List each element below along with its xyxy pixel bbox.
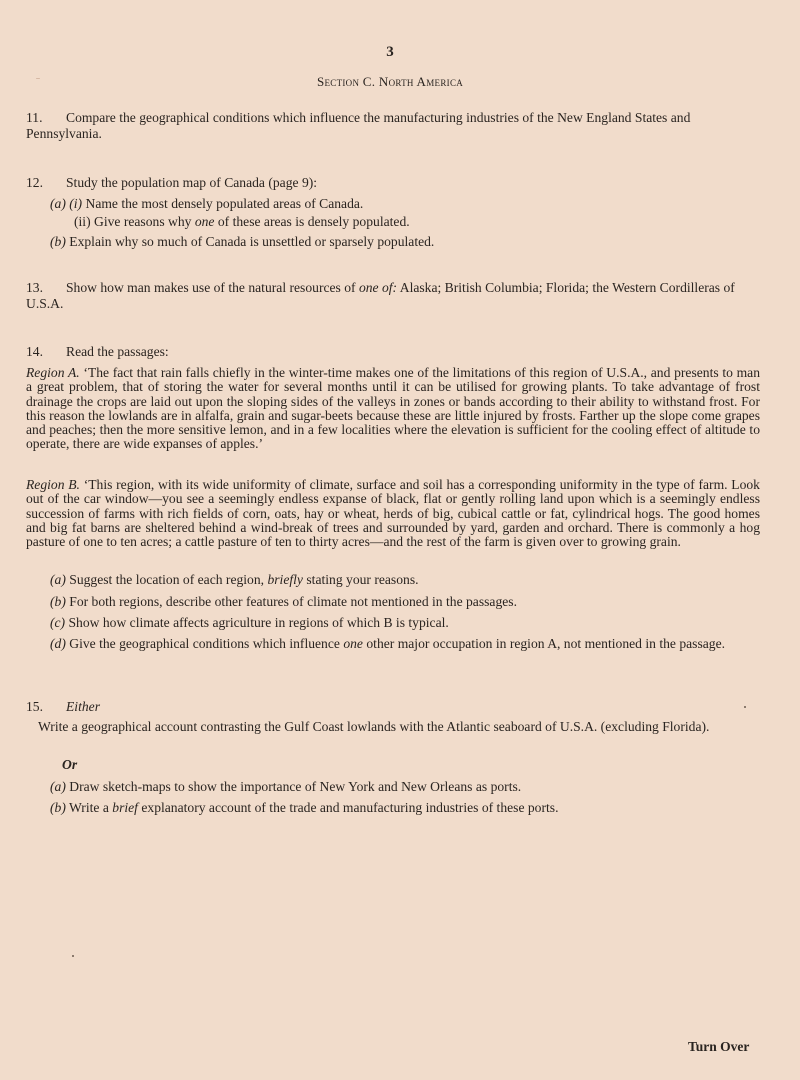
part-text: Explain why so much of Canada is unsettled or sparsely populated.: [69, 234, 435, 249]
question-15-a: [50, 779, 521, 795]
question-15: [26, 699, 760, 715]
emphasis: brief: [112, 800, 138, 815]
part-text: Suggest the location of each region,: [69, 572, 265, 587]
paper-speck: [72, 955, 74, 957]
question-text: Compare the geographical conditions which influence the manufacturing industries of the New England States and Pennsylvania.: [26, 110, 691, 141]
part-text: For both regions, describe other features of climate not mentioned in the passages.: [69, 594, 517, 609]
part-label: (b): [50, 800, 66, 815]
part-text: of these areas is densely populated.: [217, 214, 410, 229]
emphasis: briefly: [267, 572, 303, 587]
paper-speck: [36, 78, 40, 79]
emphasis: one of:: [358, 280, 398, 295]
question-14-b: [50, 594, 517, 610]
paper-speck: [744, 706, 746, 708]
either-label: Either: [66, 699, 100, 714]
part-text: Name the most densely populated areas of Canada.: [85, 196, 364, 211]
part-text: Write a: [69, 800, 109, 815]
part-text: other major occupation in region A, not mentioned in the passage.: [366, 636, 726, 651]
question-14-c: [50, 615, 449, 631]
question-13: [26, 280, 760, 312]
passage-text: ‘This region, with its wide uniformity of climate, surface and soil has a corresponding uniformity in the type of farm. Look out of the car window—you see a seemingly endless expanse of black, flat or gently rolling land upon which is a seemingly endless succession of farms with rich fields of corn, oats, hay or wheat, herds of big, cubical cattle or fat, cylindrical hogs. The good homes and big fat barns are sheltered behind a wind-break of trees and surrounded by yard, garden and orchard. There is commonly a hog pasture of one to ten acres; a cattle pasture of ten to thirty acres—and the rest of the farm is given over to growing grain.: [26, 477, 760, 550]
question-11: [26, 110, 760, 142]
passage-region-a: [26, 366, 760, 452]
question-14: [26, 344, 760, 360]
question-15-either-text: Write a geographical account contrasting the Gulf Coast lowlands with the Atlantic seaboard of U.S.A. (excluding Florida).: [38, 719, 710, 734]
question-12-a-ii: [74, 214, 410, 230]
emphasis: one: [194, 214, 215, 229]
part-text: Give the geographical conditions which influence: [69, 636, 340, 651]
question-14-d: [50, 636, 784, 652]
part-label: (a) (i): [50, 196, 83, 211]
part-text: Show how climate affects agriculture in regions of which B is typical.: [68, 615, 449, 630]
question-15-b: [50, 800, 558, 816]
question-text: Show how man makes use of the natural resources of: [66, 280, 356, 295]
question-12: [26, 175, 760, 191]
part-label: (b): [50, 594, 66, 609]
question-number: 14.: [26, 344, 43, 359]
question-15-or: [62, 757, 77, 773]
question-14-a: [50, 572, 419, 588]
part-label: (a): [50, 779, 66, 794]
part-label: (c): [50, 615, 66, 630]
part-label: (a): [50, 572, 66, 587]
question-number: 15.: [26, 699, 43, 714]
question-number: 13.: [26, 280, 43, 295]
or-label: Or: [62, 757, 78, 772]
section-title: Section C. North America: [316, 74, 464, 89]
question-12-a-i: [50, 196, 363, 212]
passage-text: ‘The fact that rain falls chiefly in the winter-time makes one of the limitations of this region of U.S.A., and presents to man a great problem, that of storing the water for several months until it can be utilised for growing plants. To take advantage of frost drainage the crops are laid out upon the sloping sides of the valleys in zones or bands according to their ability to withstand frost. For this reason the lowlands are in alfalfa, grain and sugar-beets because these are little injured by frosts. Farther up the slope come grapes and peaches; then the more sensitive lemon, and in a few localities where the elevation is sufficient for the cooling effect of altitude to operate, there are wide expanses of apples.’: [26, 365, 760, 452]
part-label: (d): [50, 636, 66, 651]
part-text: Draw sketch-maps to show the importance of New York and New Orleans as ports.: [69, 779, 522, 794]
question-number: 12.: [26, 175, 43, 190]
question-text: Alaska; British Columbia; Florida; the Western Cordilleras of U.S.A.: [26, 280, 735, 311]
part-text: Give reasons why: [94, 214, 192, 229]
emphasis: one: [343, 636, 363, 651]
question-number: 11.: [26, 110, 43, 125]
part-label: (b): [50, 234, 66, 249]
turn-over-label: Turn Over: [688, 1039, 750, 1054]
passage-region-b: [26, 478, 760, 549]
part-label: (ii): [74, 214, 91, 229]
question-text: Read the passages:: [66, 344, 169, 359]
question-12-b: [50, 234, 434, 250]
passage-label: Region B.: [26, 477, 80, 492]
part-text: stating your reasons.: [306, 572, 419, 587]
page-number: 3: [386, 44, 394, 60]
part-text: explanatory account of the trade and manufacturing industries of these ports.: [141, 800, 559, 815]
passage-label: Region A.: [26, 365, 80, 380]
question-text: Study the population map of Canada (page 9):: [66, 175, 318, 190]
